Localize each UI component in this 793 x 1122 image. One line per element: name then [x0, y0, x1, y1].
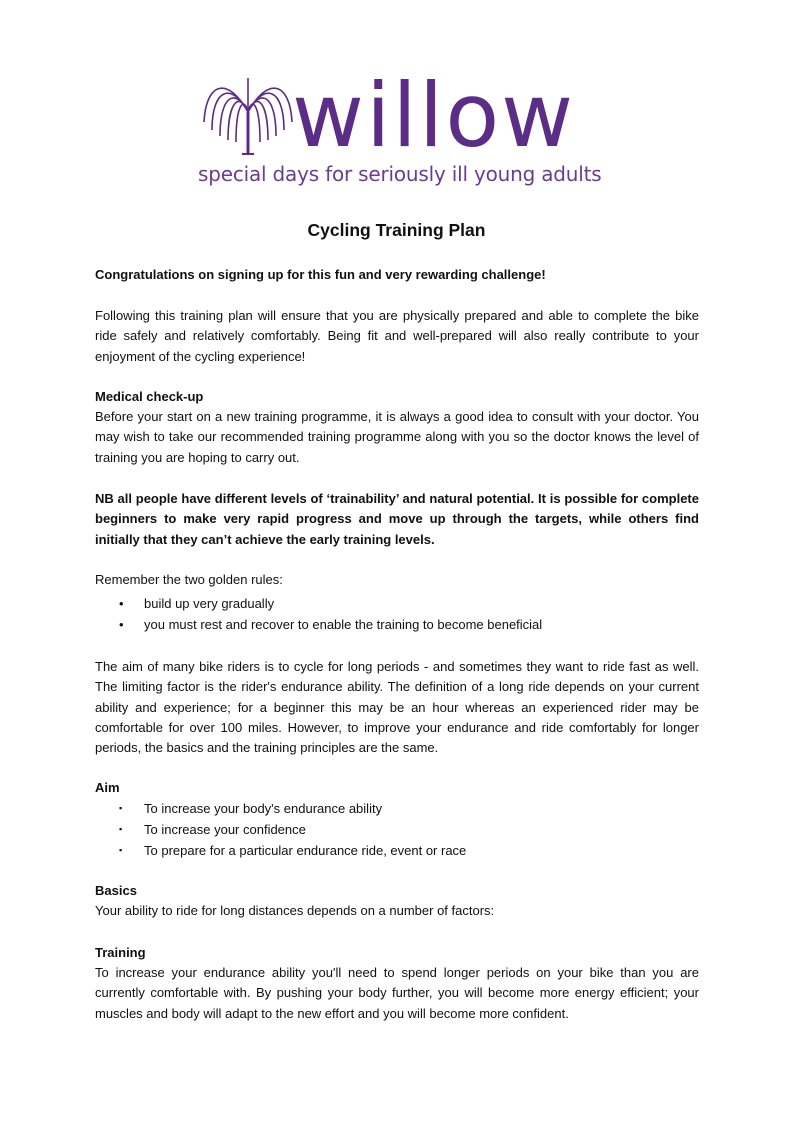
logo-wordmark: willow — [292, 64, 576, 167]
willow-tree-icon — [198, 74, 298, 156]
list-item: • build up very gradually — [95, 593, 699, 614]
golden-rules-list — [95, 593, 699, 635]
medical-paragraph: Before your start on a new training programme, it is always a good idea to consult with your doctor. You may wish to take our recommended training programme along with you so the doctor knows the level of training you are hoping to carry out. — [95, 409, 699, 465]
list-item: • you must rest and recover to enable the training to become beneficial — [95, 614, 699, 635]
training-heading: Training — [95, 945, 146, 960]
aim-intro-paragraph: The aim of many bike riders is to cycle for long periods - and sometimes they want to ride fast as well. The limiting factor is the rider's endurance ability. The definition of a long ride depends on your current ability and experience; for a beginner this may be an hour whereas an experienced rider may be comfortable for over 100 miles. However, to improve your endurance and ride comfortably for longer periods, the basics and the training principles are the same. — [95, 659, 699, 756]
golden-rules-lead: Remember the two golden rules: — [95, 572, 283, 587]
nb-paragraph: NB all people have different levels of ‘trainability’ and natural potential. It is possible for complete beginners to make very rapid progress and move up through the targets, while others find initially that they can’t achieve the early training levels. — [95, 491, 699, 547]
list-item: ▪ To prepare for a particular endurance ride, event or race — [95, 840, 699, 861]
list-item: ▪ To increase your body's endurance ability — [95, 798, 699, 819]
willow-logo — [196, 64, 602, 192]
intro-congratulations: Congratulations on signing up for this fun and very rewarding challenge! — [95, 267, 546, 282]
medical-heading: Medical check-up — [95, 389, 204, 404]
aim-heading: Aim — [95, 780, 120, 795]
bullet-icon: ▪ — [119, 824, 123, 834]
intro-paragraph: Following this training plan will ensure that you are physically prepared and able to complete the bike ride safely and relatively comfortably. Being fit and well-prepared will also really contribute to your enjoyment of the cycling experience! — [95, 308, 699, 364]
document-title: Cycling Training Plan — [307, 220, 486, 240]
basics-heading: Basics — [95, 883, 137, 898]
logo-tagline: special days for seriously ill young adults — [198, 162, 602, 186]
training-paragraph: To increase your endurance ability you'll need to spend longer periods on your bike than you are currently comfortable with. By pushing your body further, you will become more energy efficient; your muscles and body will adapt to the new effort and you will become more confident. — [95, 965, 699, 1021]
list-item: ▪ To increase your confidence — [95, 819, 699, 840]
bullet-icon: • — [119, 617, 124, 632]
aim-list — [95, 798, 699, 861]
bullet-icon: • — [119, 596, 124, 611]
basics-paragraph: Your ability to ride for long distances depends on a number of factors: — [95, 903, 495, 918]
bullet-icon: ▪ — [119, 845, 123, 855]
bullet-icon: ▪ — [119, 803, 123, 813]
